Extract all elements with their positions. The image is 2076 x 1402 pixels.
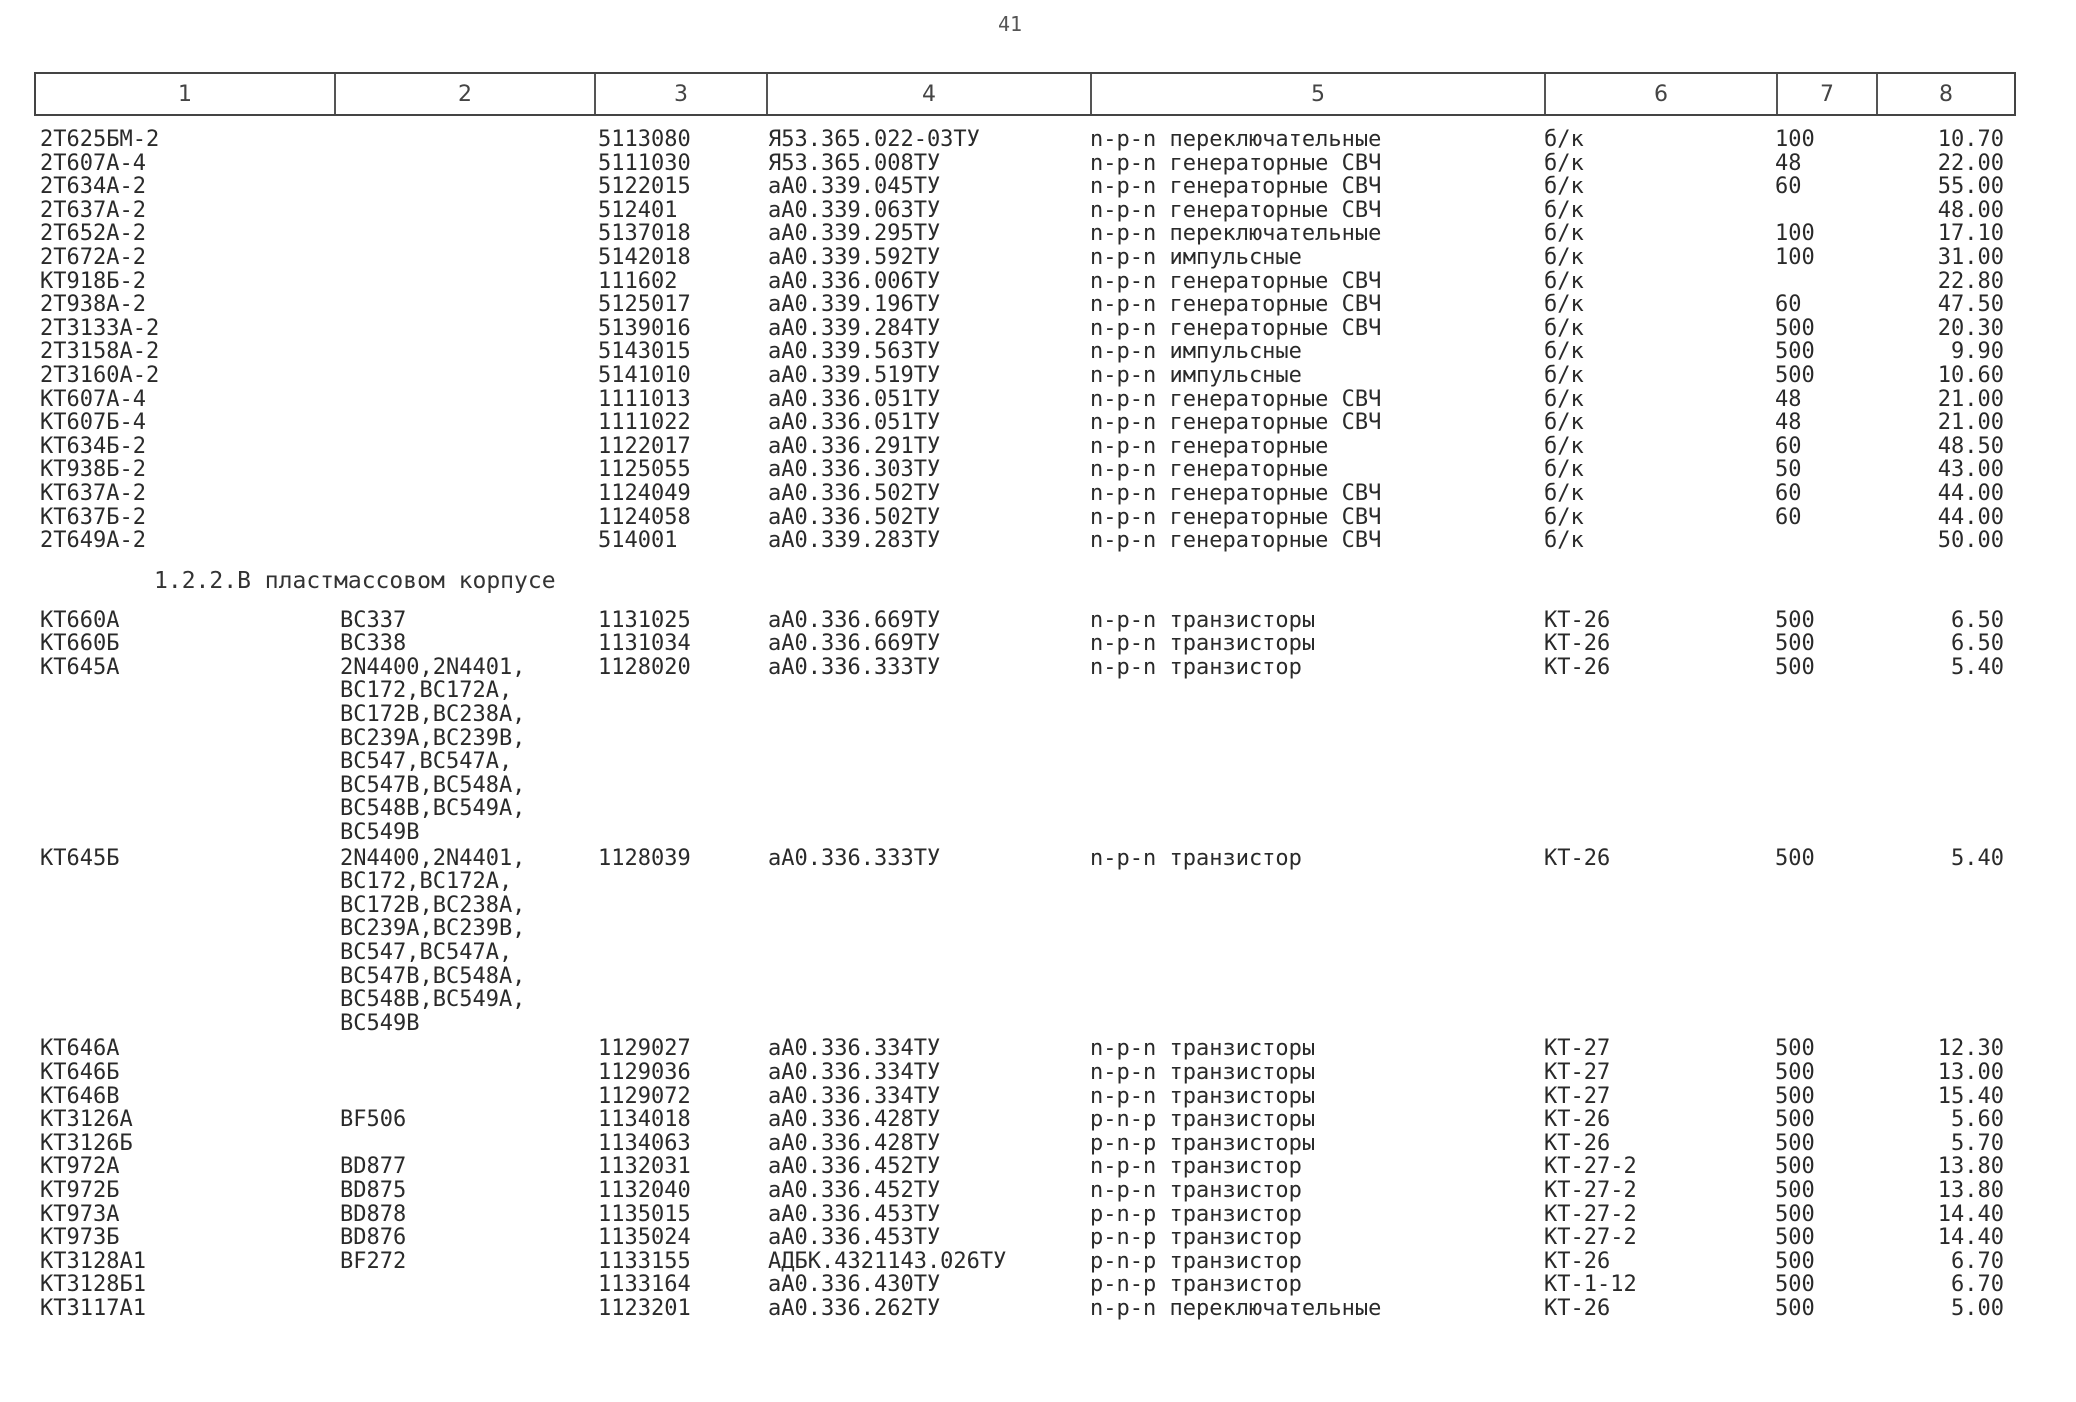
- cell-c4: аА0.336.453ТУ: [768, 1225, 941, 1251]
- cell-c8: 21.00: [1937, 410, 2004, 436]
- cell-c3: 5125017: [598, 292, 691, 318]
- cell-c1: КТ660Б: [40, 631, 120, 657]
- cell-c4: аА0.339.519ТУ: [768, 362, 941, 388]
- table-row: [0, 246, 2076, 270]
- cell-c8: 13.00: [1937, 1060, 2004, 1086]
- cell-c8: 10.60: [1937, 362, 2004, 388]
- cell-c6: б/к: [1544, 386, 1584, 412]
- cell-c8: 47.50: [1937, 292, 2004, 318]
- cell-c4: аА0.339.284ТУ: [768, 315, 941, 341]
- cell-c5: n-p-n генераторные СВЧ: [1090, 292, 1382, 318]
- cell-c1: 2Т649А-2: [40, 528, 146, 554]
- cell-c1: КТ973Б: [40, 1225, 120, 1251]
- cell-c4: аА0.339.592ТУ: [768, 244, 941, 270]
- cell-c1: КТ973А: [40, 1201, 120, 1227]
- cell-c4: аА0.336.502ТУ: [768, 480, 941, 506]
- cell-c6: б/к: [1544, 410, 1584, 436]
- table-row: [0, 1179, 2076, 1203]
- header-col-1: 1: [36, 74, 336, 114]
- cell-c7: 500: [1775, 1036, 1815, 1062]
- header-col-7: 7: [1778, 74, 1878, 114]
- cell-c7: 500: [1775, 339, 1815, 365]
- cell-c5: n-p-n транзистор: [1090, 1178, 1302, 1204]
- cell-c1: 2Т652А-2: [40, 221, 146, 247]
- header-col-6: 6: [1546, 74, 1778, 114]
- cell-c1: 2Т634А-2: [40, 174, 146, 200]
- cell-c3: 1124049: [598, 480, 691, 506]
- cell-c1: КТ637А-2: [40, 480, 146, 506]
- cell-c1: КТ645А: [40, 654, 120, 680]
- cell-c8: 6.50: [1951, 607, 2004, 633]
- cell-c5: n-p-n генераторные СВЧ: [1090, 268, 1382, 294]
- table-row: [0, 175, 2076, 199]
- cell-c2: BD878: [340, 1201, 407, 1227]
- cell-c3: 5141010: [598, 362, 691, 388]
- cell-c6: б/к: [1544, 433, 1584, 459]
- cell-c6: б/к: [1544, 244, 1584, 270]
- cell-c7: 500: [1775, 362, 1815, 388]
- cell-c4: аА0.336.333ТУ: [768, 654, 941, 680]
- cell-c4: аА0.339.063ТУ: [768, 197, 941, 223]
- cell-c4: аА0.336.669ТУ: [768, 607, 941, 633]
- cell-c7: 48: [1775, 410, 1802, 436]
- cell-c6: КТ-27-2: [1544, 1154, 1637, 1180]
- table-row: [0, 1250, 2076, 1274]
- cell-c4: аА0.339.295ТУ: [768, 221, 941, 247]
- cell-c5: n-p-n переключательные: [1090, 1296, 1382, 1321]
- section-1-rows: [0, 128, 2076, 553]
- cell-c8: 12.30: [1937, 1036, 2004, 1062]
- cell-c3: 1122017: [598, 433, 691, 459]
- cell-c7: 500: [1775, 1248, 1815, 1274]
- cell-c7: 500: [1775, 1154, 1815, 1180]
- cell-c3: 5142018: [598, 244, 691, 270]
- cell-c8: 5.60: [1951, 1107, 2004, 1133]
- cell-c5: n-p-n импульсные: [1090, 362, 1302, 388]
- cell-c1: 2Т637А-2: [40, 197, 146, 223]
- table-row: [0, 222, 2076, 246]
- cell-c2: BF272: [340, 1248, 407, 1274]
- cell-c3: 512401: [598, 197, 678, 223]
- cell-c3: 5143015: [598, 339, 691, 365]
- cell-c4: аА0.336.453ТУ: [768, 1201, 941, 1227]
- cell-c4: аА0.339.045ТУ: [768, 174, 941, 200]
- cell-c1: КТ646А: [40, 1036, 120, 1062]
- section-title: 1.2.2.В пластмассовом корпусе: [154, 567, 556, 594]
- cell-c8: 55.00: [1937, 174, 2004, 200]
- cell-c3: 1128020: [598, 654, 691, 680]
- cell-c5: p-n-p транзистор: [1090, 1248, 1302, 1274]
- cell-c7: 100: [1775, 221, 1815, 247]
- cell-c6: б/к: [1544, 457, 1584, 483]
- cell-c4: аА0.336.262ТУ: [768, 1296, 941, 1321]
- cell-c3: 5122015: [598, 174, 691, 200]
- cell-c1: КТ3126А: [40, 1107, 133, 1133]
- cell-c5: n-p-n импульсные: [1090, 244, 1302, 270]
- cell-c7: 48: [1775, 150, 1802, 176]
- cell-c3: 111602: [598, 268, 678, 294]
- cell-c3: 1133155: [598, 1248, 691, 1274]
- table-row: [0, 632, 2076, 656]
- cell-c3: 1134018: [598, 1107, 691, 1133]
- cell-c8: 48.00: [1937, 197, 2004, 223]
- cell-c4: аА0.336.334ТУ: [768, 1060, 941, 1086]
- cell-c1: КТ3128А1: [40, 1248, 146, 1274]
- cell-c4: аА0.339.563ТУ: [768, 339, 941, 365]
- cell-c7: 500: [1775, 1083, 1815, 1109]
- cell-c5: n-p-n генераторные СВЧ: [1090, 315, 1382, 341]
- table-row: [0, 1155, 2076, 1179]
- cell-c5: n-p-n генераторные СВЧ: [1090, 480, 1382, 506]
- cell-c7: 60: [1775, 504, 1802, 530]
- header-col-8: 8: [1939, 81, 1953, 107]
- cell-c7: 500: [1775, 1272, 1815, 1298]
- table-row: [0, 847, 2076, 1038]
- table-row: [0, 1203, 2076, 1227]
- cell-c6: б/к: [1544, 339, 1584, 365]
- cell-c7: 500: [1775, 1201, 1815, 1227]
- cell-c1: КТ3126Б: [40, 1130, 133, 1156]
- cell-c2: BD876: [340, 1225, 407, 1251]
- cell-c7: 500: [1775, 654, 1815, 680]
- table-row: [0, 435, 2076, 459]
- cell-c6: б/к: [1544, 528, 1584, 554]
- cell-c7: 500: [1775, 607, 1815, 633]
- cell-c4: аА0.336.006ТУ: [768, 268, 941, 294]
- cell-c1: 2Т3160А-2: [40, 362, 160, 388]
- cell-c6: КТ-26: [1544, 607, 1611, 633]
- cell-c5: n-p-n переключательные: [1090, 221, 1382, 247]
- cell-c3: 1132031: [598, 1154, 691, 1180]
- cell-c3: 1135024: [598, 1225, 691, 1251]
- cell-c6: КТ-26: [1544, 631, 1611, 657]
- cell-c4: аА0.336.291ТУ: [768, 433, 941, 459]
- table-row: [0, 152, 2076, 176]
- cell-c5: p-n-p транзисторы: [1090, 1130, 1316, 1156]
- cell-c8: 20.30: [1937, 315, 2004, 341]
- cell-c3: 5111030: [598, 150, 691, 176]
- table-row: [0, 199, 2076, 223]
- cell-c5: n-p-n переключательные: [1090, 127, 1382, 152]
- cell-c8: 9.90: [1951, 339, 2004, 365]
- cell-c3: 5137018: [598, 221, 691, 247]
- cell-c6: б/к: [1544, 315, 1584, 341]
- cell-c1: КТ645Б: [40, 845, 120, 871]
- cell-c3: 1129072: [598, 1083, 691, 1109]
- table-row: [0, 1085, 2076, 1109]
- cell-c7: 500: [1775, 1296, 1815, 1321]
- table-row: [0, 1061, 2076, 1085]
- cell-c7: 500: [1775, 1107, 1815, 1133]
- cell-c1: КТ3128Б1: [40, 1272, 146, 1298]
- cell-c1: КТ660А: [40, 607, 120, 633]
- cell-c7: 500: [1775, 845, 1815, 871]
- cell-c4: АДБК.4321143.026ТУ: [768, 1248, 1007, 1274]
- cell-c5: n-p-n генераторные СВЧ: [1090, 504, 1382, 530]
- cell-c5: n-p-n генераторные СВЧ: [1090, 174, 1382, 200]
- cell-c6: КТ-26: [1544, 1248, 1611, 1274]
- cell-c8: 6.50: [1951, 631, 2004, 657]
- table-row: [0, 656, 2076, 847]
- table-row: [0, 458, 2076, 482]
- cell-c3: 1124058: [598, 504, 691, 530]
- cell-c5: n-p-n транзистор: [1090, 1154, 1302, 1180]
- cell-c3: 1133164: [598, 1272, 691, 1298]
- table-row: [0, 1273, 2076, 1297]
- cell-c3: 1123201: [598, 1296, 691, 1321]
- cell-c3: 1128039: [598, 845, 691, 871]
- cell-c5: n-p-n транзисторы: [1090, 1083, 1316, 1109]
- cell-c2: BD875: [340, 1178, 407, 1204]
- cell-c5: p-n-p транзистор: [1090, 1201, 1302, 1227]
- cell-c4: аА0.336.334ТУ: [768, 1083, 941, 1109]
- cell-c6: б/к: [1544, 480, 1584, 506]
- table-row: [0, 609, 2076, 633]
- cell-c2: BF506: [340, 1107, 407, 1133]
- table-row: [0, 317, 2076, 341]
- cell-c5: n-p-n транзисторы: [1090, 631, 1316, 657]
- cell-c5: n-p-n генераторные СВЧ: [1090, 197, 1382, 223]
- cell-c6: б/к: [1544, 197, 1584, 223]
- cell-c1: КТ646Б: [40, 1060, 120, 1086]
- cell-c6: КТ-26: [1544, 654, 1611, 680]
- cell-c2: ВС337: [340, 607, 407, 633]
- cell-c5: n-p-n транзистор: [1090, 654, 1302, 680]
- table-row: [0, 388, 2076, 412]
- cell-c3: 1134063: [598, 1130, 691, 1156]
- table-row: [0, 128, 2076, 152]
- table-row: [0, 364, 2076, 388]
- cell-c3: 5139016: [598, 315, 691, 341]
- cell-c1: КТ646В: [40, 1083, 120, 1109]
- cell-c7: 60: [1775, 174, 1802, 200]
- cell-c8: 44.00: [1937, 504, 2004, 530]
- table-row: [0, 1297, 2076, 1321]
- table-row: [0, 270, 2076, 294]
- cell-c8: 5.40: [1951, 845, 2004, 871]
- cell-c8: 13.80: [1937, 1154, 2004, 1180]
- cell-c6: б/к: [1544, 292, 1584, 318]
- cell-c3: 1132040: [598, 1178, 691, 1204]
- cell-c3: 1129036: [598, 1060, 691, 1086]
- cell-c2: 2N4400,2N4401, ВС172,ВС172А, ВС172В,ВС238А, ВС239А,ВС239В, ВС547,ВС547А, ВС547В,ВС548А, ВС548В,ВС549А, ВС549В: [340, 845, 526, 1036]
- cell-c4: аА0.336.502ТУ: [768, 504, 941, 530]
- cell-c4: Я53.365.008ТУ: [768, 150, 941, 176]
- cell-c1: 2Т3158А-2: [40, 339, 160, 365]
- cell-c6: б/к: [1544, 504, 1584, 530]
- cell-c5: n-p-n транзисторы: [1090, 607, 1316, 633]
- cell-c8: 5.70: [1951, 1130, 2004, 1156]
- table-row: [0, 529, 2076, 553]
- cell-c8: 15.40: [1937, 1083, 2004, 1109]
- table-row: [0, 293, 2076, 317]
- cell-c6: КТ-1-12: [1544, 1272, 1637, 1298]
- header-col-4: 4: [768, 74, 1092, 114]
- cell-c8: 22.00: [1937, 150, 2004, 176]
- cell-c6: КТ-27: [1544, 1083, 1611, 1109]
- cell-c1: КТ918Б-2: [40, 268, 146, 294]
- cell-c2: 2N4400,2N4401, ВС172,ВС172А, ВС172В,ВС238А, ВС239А,ВС239В, ВС547,ВС547А, ВС547В,ВС548А, ВС548В,ВС549А, ВС549В: [340, 654, 526, 846]
- cell-c1: КТ607А-4: [40, 386, 146, 412]
- cell-c5: n-p-n генераторные СВЧ: [1090, 150, 1382, 176]
- cell-c4: аА0.339.196ТУ: [768, 292, 941, 318]
- cell-c3: 1129027: [598, 1036, 691, 1062]
- header-col-2: 2: [336, 74, 596, 114]
- cell-c4: аА0.336.428ТУ: [768, 1107, 941, 1133]
- cell-c7: 500: [1775, 1178, 1815, 1204]
- cell-c4: аА0.336.051ТУ: [768, 386, 941, 412]
- table-row: [0, 506, 2076, 530]
- cell-c8: 6.70: [1951, 1272, 2004, 1298]
- cell-c4: аА0.336.430ТУ: [768, 1272, 941, 1298]
- cell-c6: КТ-26: [1544, 1107, 1611, 1133]
- cell-c5: p-n-p транзисторы: [1090, 1107, 1316, 1133]
- table-body: [0, 128, 2076, 1321]
- cell-c1: 2Т3133А-2: [40, 315, 160, 341]
- cell-c1: 2Т625БМ-2: [40, 127, 160, 152]
- header-col-5: 5: [1092, 74, 1546, 114]
- cell-c8: 13.80: [1937, 1178, 2004, 1204]
- cell-c1: КТ637Б-2: [40, 504, 146, 530]
- section-2-rows: [0, 609, 2076, 1321]
- cell-c6: б/к: [1544, 268, 1584, 294]
- cell-c3: 1135015: [598, 1201, 691, 1227]
- cell-c3: 1131025: [598, 607, 691, 633]
- header-col-3: 3: [596, 74, 768, 114]
- cell-c7: 100: [1775, 127, 1815, 152]
- cell-c7: 500: [1775, 1130, 1815, 1156]
- cell-c4: аА0.336.334ТУ: [768, 1036, 941, 1062]
- cell-c8: 50.00: [1937, 528, 2004, 554]
- cell-c7: 60: [1775, 433, 1802, 459]
- cell-c6: б/к: [1544, 174, 1584, 200]
- cell-c7: 500: [1775, 1060, 1815, 1086]
- cell-c6: б/к: [1544, 150, 1584, 176]
- cell-c3: 1111013: [598, 386, 691, 412]
- table-row: [0, 340, 2076, 364]
- page-number: 41: [998, 12, 1023, 36]
- cell-c8: 44.00: [1937, 480, 2004, 506]
- cell-c8: 10.70: [1937, 127, 2004, 152]
- cell-c6: КТ-27-2: [1544, 1225, 1637, 1251]
- cell-c5: n-p-n транзистор: [1090, 845, 1302, 871]
- cell-c7: 50: [1775, 457, 1802, 483]
- cell-c3: 1131034: [598, 631, 691, 657]
- cell-c8: 22.80: [1937, 268, 2004, 294]
- cell-c5: n-p-n генераторные: [1090, 457, 1329, 483]
- cell-c5: n-p-n импульсные: [1090, 339, 1302, 365]
- cell-c1: КТ3117А1: [40, 1296, 146, 1321]
- cell-c5: n-p-n генераторные СВЧ: [1090, 528, 1382, 554]
- cell-c1: КТ972Б: [40, 1178, 120, 1204]
- cell-c3: 5113080: [598, 127, 691, 152]
- cell-c1: КТ607Б-4: [40, 410, 146, 436]
- cell-c6: КТ-27-2: [1544, 1178, 1637, 1204]
- table-row: [0, 1037, 2076, 1061]
- cell-c8: 43.00: [1937, 457, 2004, 483]
- cell-c3: 1125055: [598, 457, 691, 483]
- table-row: [0, 482, 2076, 506]
- table-row: [0, 1132, 2076, 1156]
- cell-c8: 5.00: [1951, 1296, 2004, 1321]
- cell-c1: КТ634Б-2: [40, 433, 146, 459]
- cell-c6: КТ-27: [1544, 1060, 1611, 1086]
- cell-c7: 60: [1775, 292, 1802, 318]
- cell-c5: n-p-n генераторные СВЧ: [1090, 410, 1382, 436]
- cell-c5: p-n-p транзистор: [1090, 1225, 1302, 1251]
- table-row: [0, 1108, 2076, 1132]
- cell-c8: 14.40: [1937, 1225, 2004, 1251]
- cell-c6: б/к: [1544, 127, 1584, 152]
- table-row: [0, 1226, 2076, 1250]
- cell-c6: б/к: [1544, 221, 1584, 247]
- cell-c5: p-n-p транзистор: [1090, 1272, 1302, 1298]
- cell-c8: 31.00: [1937, 244, 2004, 270]
- cell-c7: 100: [1775, 244, 1815, 270]
- cell-c1: 2Т938А-2: [40, 292, 146, 318]
- cell-c7: 500: [1775, 1225, 1815, 1251]
- cell-c7: 500: [1775, 631, 1815, 657]
- cell-c5: n-p-n генераторные СВЧ: [1090, 386, 1382, 412]
- cell-c5: n-p-n транзисторы: [1090, 1060, 1316, 1086]
- cell-c4: Я53.365.022-03ТУ: [768, 127, 980, 152]
- cell-c6: КТ-26: [1544, 845, 1611, 871]
- cell-c4: аА0.336.669ТУ: [768, 631, 941, 657]
- cell-c8: 6.70: [1951, 1248, 2004, 1274]
- cell-c1: 2Т672А-2: [40, 244, 146, 270]
- cell-c4: аА0.336.452ТУ: [768, 1154, 941, 1180]
- cell-c4: аА0.339.283ТУ: [768, 528, 941, 554]
- cell-c6: КТ-26: [1544, 1296, 1611, 1321]
- cell-c6: б/к: [1544, 362, 1584, 388]
- cell-c5: n-p-n транзисторы: [1090, 1036, 1316, 1062]
- cell-c3: 1111022: [598, 410, 691, 436]
- cell-c4: аА0.336.303ТУ: [768, 457, 941, 483]
- cell-c4: аА0.336.452ТУ: [768, 1178, 941, 1204]
- cell-c7: 60: [1775, 480, 1802, 506]
- cell-c4: аА0.336.051ТУ: [768, 410, 941, 436]
- cell-c2: BD877: [340, 1154, 407, 1180]
- cell-c6: КТ-27: [1544, 1036, 1611, 1062]
- table-row: [0, 411, 2076, 435]
- cell-c6: КТ-26: [1544, 1130, 1611, 1156]
- cell-c1: 2Т607А-4: [40, 150, 146, 176]
- cell-c8: 14.40: [1937, 1201, 2004, 1227]
- cell-c3: 514001: [598, 528, 678, 554]
- cell-c6: КТ-27-2: [1544, 1201, 1637, 1227]
- cell-c8: 48.50: [1937, 433, 2004, 459]
- cell-c2: ВС338: [340, 631, 407, 657]
- cell-c8: 21.00: [1937, 386, 2004, 412]
- table-header: [34, 72, 2016, 116]
- cell-c1: КТ972А: [40, 1154, 120, 1180]
- cell-c7: 48: [1775, 386, 1802, 412]
- cell-c7: 500: [1775, 315, 1815, 341]
- cell-c5: n-p-n генераторные: [1090, 433, 1329, 459]
- cell-c4: аА0.336.333ТУ: [768, 845, 941, 871]
- cell-c1: КТ938Б-2: [40, 457, 146, 483]
- cell-c8: 17.10: [1937, 221, 2004, 247]
- cell-c8: 5.40: [1951, 654, 2004, 680]
- cell-c4: аА0.336.428ТУ: [768, 1130, 941, 1156]
